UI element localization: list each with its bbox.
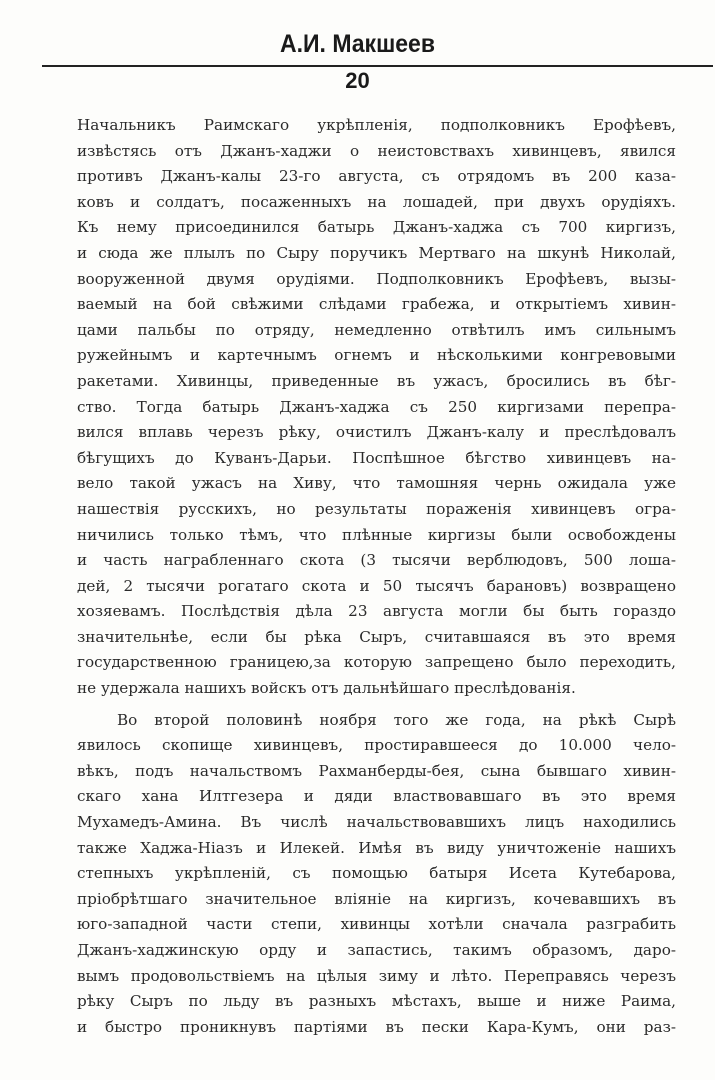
text-line: ружейнымъ и картечнымъ огнемъ и нѣсколькими конгревовыми xyxy=(77,346,676,365)
body-text xyxy=(77,113,676,1040)
running-head-author: А.И. Макшеев xyxy=(280,30,435,58)
text-line: Джанъ-хаджинскую орду и запастись, такимъ образомъ, даро- xyxy=(77,941,676,959)
text-line: нашествія русскихъ, но результаты пораженія хивинцевъ огра- xyxy=(77,499,676,518)
text-line: извѣстясь отъ Джанъ-хаджи о неистовствахъ хивинцевъ, явился xyxy=(77,141,676,160)
text-line: Начальникъ Раимскаго укрѣпленія, подполковникъ Ерофѣевъ, xyxy=(77,116,676,134)
text-line: вился вплавь черезъ рѣку, очистилъ Джанъ-калу и преслѣдовалъ xyxy=(77,423,676,442)
text-line: также Хаджа-Ніазъ и Илекей. Имѣя въ виду уничтоженіе нашихъ xyxy=(77,838,676,857)
text-line: вело такой ужасъ на Хиву, что тамошняя чернь ожидала уже xyxy=(77,474,676,493)
text-line: вооруженной двумя орудіями. Подполковникъ Ерофѣевъ, вызы- xyxy=(77,269,676,288)
paragraph-end-line: не удержала нашихъ войскъ отъ дальнѣйшаго преслѣдованія. xyxy=(77,679,576,698)
text-line: степныхъ укрѣпленій, съ помощью батыря Исета Кутебарова, xyxy=(77,864,676,883)
text-line: ваемый на бой свѣжими слѣдами грабежа, и открытіемъ хивин- xyxy=(77,295,676,314)
text-line: вѣкъ, подъ начальствомъ Рахманберды-бея, сына бывшаго хивин- xyxy=(77,761,676,780)
text-line: и часть награбленнаго скота (3 тысячи верблюдовъ, 500 лоша- xyxy=(77,551,676,570)
paragraph-start-line: Во второй половинѣ ноября того же года, на рѣкѣ Сырѣ xyxy=(117,710,676,729)
text-line: ковъ и солдатъ, посаженныхъ на лошадей, при двухъ орудіяхъ. xyxy=(77,192,676,211)
text-line: юго-западной части степи, хивинцы хотѣли сначала разграбить xyxy=(77,915,676,934)
text-line: и быстро проникнувъ партіями въ пески Кара-Кумъ, они раз- xyxy=(77,1017,676,1036)
text-line: значительнѣе, если бы рѣка Сыръ, считавшаяся въ это время xyxy=(77,627,676,646)
text-line: ничились только тѣмъ, что плѣнные киргизы были освобождены xyxy=(77,525,676,544)
text-line: скаго хана Илтгезера и дяди властвовавшаго въ это время xyxy=(77,787,676,806)
page-number: 20 xyxy=(345,68,370,93)
text-line: бѣгущихъ до Куванъ-Дарьи. Поспѣшное бѣгство хивинцевъ на- xyxy=(77,448,676,467)
text-line: противъ Джанъ-калы 23-го августа, съ отрядомъ въ 200 каза- xyxy=(77,167,676,186)
text-line: хозяевамъ. Послѣдствія дѣла 23 августа могли бы быть гораздо xyxy=(77,602,676,621)
text-line: государственною границею,за которую запрещено было переходить, xyxy=(77,653,676,672)
text-line: дей, 2 тысячи рогатаго скота и 50 тысячъ барановъ) возвращено xyxy=(77,576,676,595)
text-line: рѣку Сыръ по льду въ разныхъ мѣстахъ, выше и ниже Раима, xyxy=(77,992,676,1011)
text-line: Мухамедъ-Амина. Въ числѣ начальствовавшихъ лицъ находились xyxy=(77,813,676,832)
text-line: и сюда же плылъ по Сыру поручикъ Мертваго на шкунѣ Николай, xyxy=(77,243,676,262)
text-line: пріобрѣтшаго значительное вліяніе на киргизъ, кочевавшихъ въ xyxy=(77,889,676,908)
header-rule xyxy=(42,65,713,67)
text-line: Къ нему присоединился батырь Джанъ-хаджа съ 700 киргизъ, xyxy=(77,218,676,237)
text-line: ракетами. Хивинцы, приведенные въ ужасъ, бросились въ бѣг- xyxy=(77,371,676,390)
text-line: явилось скопище хивинцевъ, простиравшееся до 10.000 чело- xyxy=(77,736,676,755)
text-line: вымъ продовольствіемъ на цѣлыя зиму и лѣто. Переправясь черезъ xyxy=(77,966,676,985)
text-line: ство. Тогда батырь Джанъ-хаджа съ 250 киргизами перепра- xyxy=(77,397,676,416)
text-line: цами пальбы по отряду, немедленно отвѣтилъ имъ сильнымъ xyxy=(77,320,676,339)
